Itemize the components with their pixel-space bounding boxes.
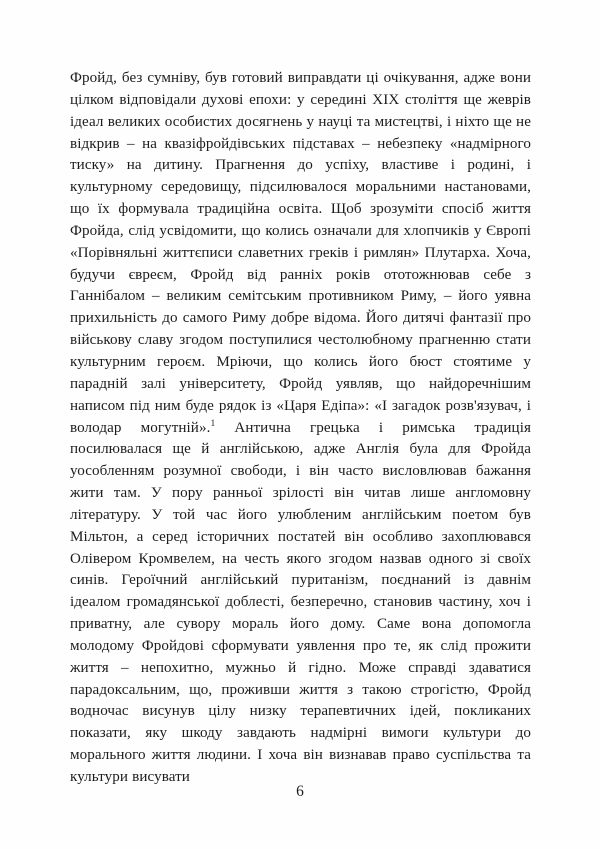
body-paragraph [70,68,531,789]
page-number: 6 [296,783,304,800]
page-text-block [70,68,531,789]
paragraph-text-first: Фройд, без сумніву, був готовий виправдати ці очікування, адже вони цілком відповідали духові епохи: у середині XIX століття ще жеврів ідеал великих особистих досягнень у науці та мистецтві, і ніхто ще не відкрив – на квазіфройдівських підставах – небезпеку «надмірного тиску» на дитину. Прагнення до успіху, властиве і родині, і культурному середовищу, підсилювалося моральними настановами, що їх формувала традиційна освіта. Щоб зрозуміти спосіб життя Фройда, слід усвідомити, що колись означали для хлопчиків у Європі «Порівняльні життєписи славетних греків і римлян» Плутарха. Хоча, будучи євреєм, Фройд від ранніх років ототожнював себе з Ганнібалом – великим семітським противником Риму, – його уявна прихильність до самого Риму добре відома. Його дитячі фантазії про військову славу згодом поступилися честолюбному прагненню стати культурним героєм. Мріючи, що колись його бюст стоятиме у парадній залі університету, Фройд уявляв, що найдоречнішим написом під ним буде рядок із «Царя Едіпа»: «І загадок розв'язувач, і володар могутній». [70,70,531,436]
footnote-reference-marker[interactable]: 1 [210,418,216,429]
paragraph-text-second: Антична грецька і римська традиція посилювалася ще й англійською, адже Англія була для Фройда уособленням розумної свободи, і він часто висловлював бажання жити там. У пору ранньої зрілості він читав лише англомовну літературу. У той час його улюбленим англійським поетом був Мільтон, а серед історичних постатей він особливо захоплювався Олівером Кромвелем, на честь якого згодом назвав одного зі своїх синів. Героїчний англійський пуританізм, поєднаний із давнім ідеалом громадянської доблесті, безперечно, становив частину, хоч і приватну, але сувору мораль його дому. Саме вона допомогла молодому Фройдові сформувати уявлення про те, як слід прожити життя – непохитно, мужньо й гідно. Може справді здаватися парадоксальним, що, проживши життя з такою строгістю, Фройд водночас висунув цілу низку терапевтичних ідей, покликаних показати, яку шкоду завдають надмірні вимоги культури до морального життя людини. І хоча він визнавав право суспільства та культури висувати [70,419,531,785]
